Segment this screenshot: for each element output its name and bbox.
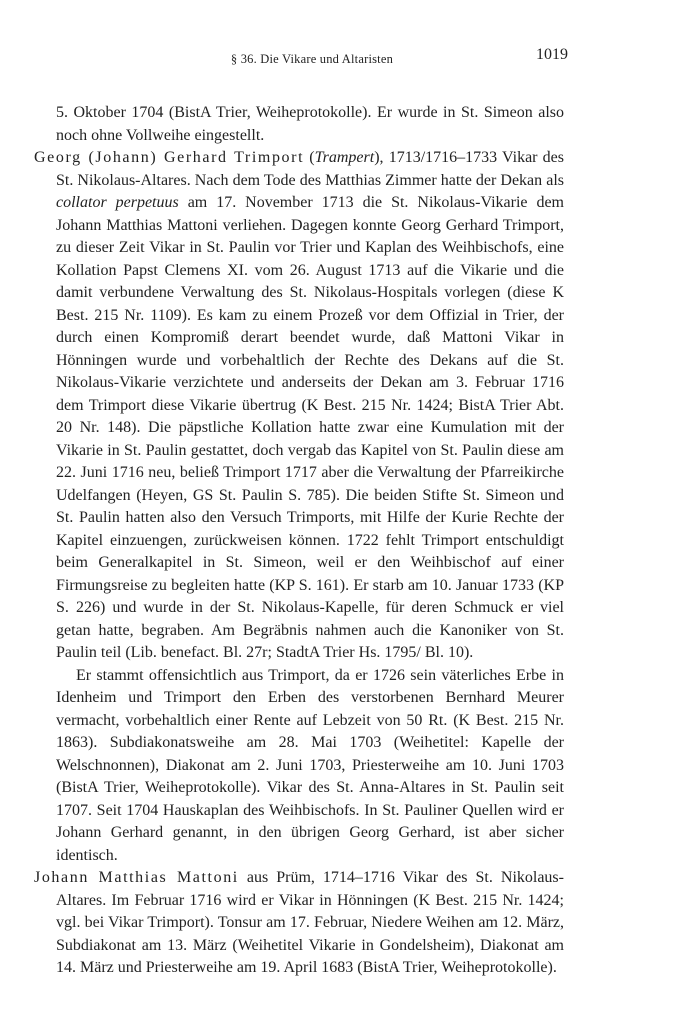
entry-mattoni-paragraph	[34, 867, 564, 980]
latin-term: collator perpetuus	[56, 194, 179, 211]
entry-mattoni	[34, 867, 564, 980]
entry-trimport-paragraph-1	[34, 147, 565, 665]
entry-trimport-paragraph-2: Er stammt offensichtlich aus Trimport, da er 1726 sein väterliches Erbe in Idenheim und Trimport den Erben des verstorbenen Bernhard Meurer vermacht, vorbehaltlich einer Rente auf Lebzeit von 50 Rt. (K Best. 215 Nr. 1863). Subdiakonatsweihe am 28. Mai 1703 (Weihetitel: Kapelle der Welschnonnen), Diakonat am 2. Juni 1703, Priesterweihe am 10. Juni 1703 (BistA Trier, Weiheprotokolle). Vikar des St. Anna-Altares in St. Paulin seit 1707. Seit 1704 Hauskaplan des Weihbischofs. In St. Pauliner Quellen wird er Johann Gerhard genannt, in den übrigen Georg Gerhard, ist aber sicher identisch.	[56, 666, 564, 864]
continuation-paragraph: 5. Oktober 1704 (BistA Trier, Weiheprotokolle). Er wurde in St. Simeon also noch ohne Vollweihe eingestellt.	[56, 104, 564, 144]
entry-text: am 17. November 1713 die St. Nikolaus-Vikarie dem Johann Matthias Mattoni verliehen. Dagegen konnte Georg Gerhard Trimport, zu dieser Zeit Vikar in St. Paulin vor Trier und Kaplan des Weihbischofs, eine Kollation Papst Clemens XI. vom 26. August 1713 auf die Vikarie und die damit verbundene Verwaltung des St. Nikolaus-Hospitals vorlegen (diese K Best. 215 Nr. 1109). Es kam zu einem Prozeß vor dem Offizial in Trier, der durch einen Kompromiß derart beendet wurde, daß Mattoni Vikar in Hönningen wurde und vorbehaltlich der Rechte des Dekans auf die St. Nikolaus-Vikarie verzichtete und anderseits der Dekan am 3. Februar 1716 dem Trimport diese Vikarie übertrug (K Best. 215 Nr. 1424; BistA Trier Abt. 20 Nr. 148). Die päpstliche Kollation hatte zwar eine Kumulation mit der Vikarie in St. Paulin gestattet, doch vergab das Kapitel von St. Paulin diese am 22. Juni 1716 neu, beließ Trimport 1717 aber die Verwaltung der Pfarreikirche Udelfangen (Heyen, GS St. Paulin S. 785). Die beiden Stifte St. Simeon und St. Paulin hatten also den Versuch Trimports, mit Hilfe der Kurie Rechte der Kapitel einzuengen, zurückweisen können. 1722 fehlt Trimport entschuldigt beim Generalkapitel in St. Simeon, weil er den Weihbischof auf einer Firmungsreise zu begleiten hatte (KP S. 161). Er starb am 10. Januar 1733 (KP S. 226) und wurde in der St. Nikolaus-Kapelle, für deren Schmuck er viel getan hatte, begraben. Am Begräbnis nahmen auch die Kanoniker von St. Paulin teil (Lib. benefact. Bl. 27r; StadtA Trier Hs. 1795/ Bl. 10).	[56, 194, 565, 661]
entry-text: aus Prüm, 1714–1716 Vikar des St. Nikolaus-Altares. Im Februar 1716 wird er Vikar in Hönningen (K Best. 215 Nr. 1424; vgl. bei Vikar Trimport). Tonsur am 17. Februar, Niedere Weihen am 12. März, Subdiakonat am 13. März (Weihetitel Vikarie in Gondelsheim), Diakonat am 14. März und Priesterweihe am 19. April 1683 (BistA Trier, Weiheprotokolle).	[56, 869, 564, 976]
person-name: Johann Matthias Mattoni	[34, 869, 239, 886]
alias-open: (	[304, 149, 315, 166]
page-body	[0, 86, 700, 980]
alias-close: ),	[374, 149, 389, 166]
running-header	[56, 46, 568, 70]
name-variant: Trampert	[314, 149, 375, 166]
page-number: 1019	[536, 46, 568, 63]
entry-trimport	[34, 147, 565, 867]
entry-text: 1713/1716–1733 Vikar des St. Nikolaus-Altares. Nach dem Tode des Matthias Zimmer hatte der Dekan als	[56, 149, 564, 189]
person-name: Georg (Johann) Gerhard Trimport	[34, 149, 305, 166]
section-title: § 36. Die Vikare und Altaristen	[230, 52, 394, 66]
